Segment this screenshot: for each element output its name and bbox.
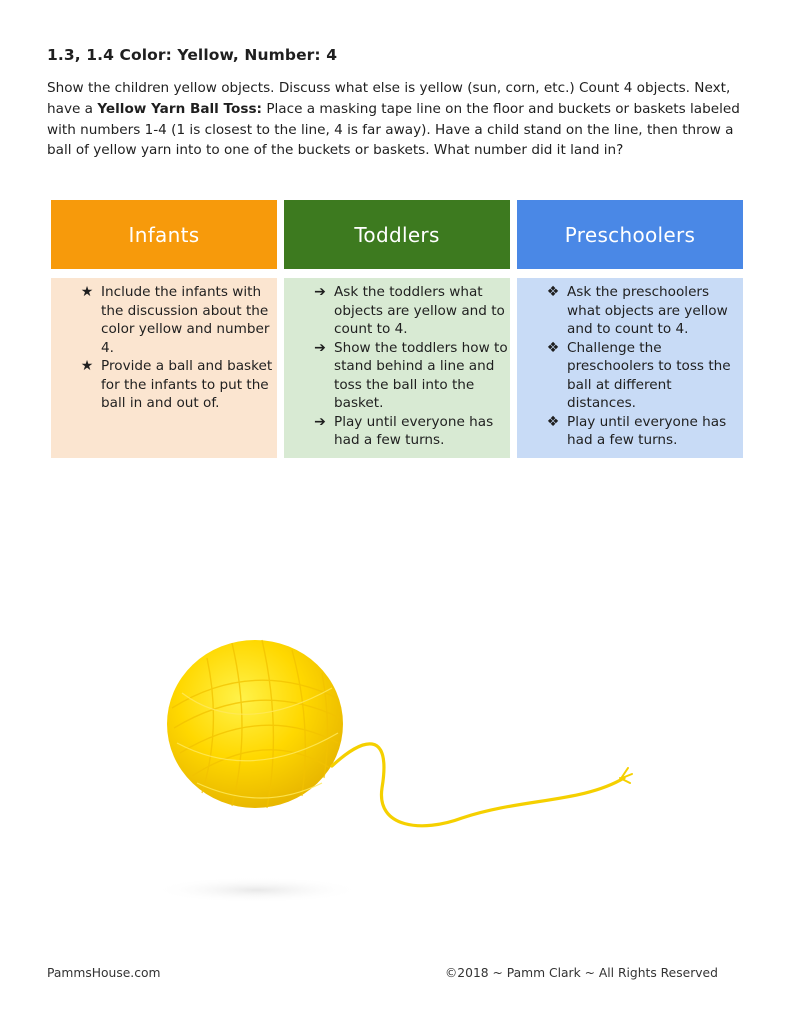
arrow-bullet-icon: ➔ bbox=[314, 339, 326, 356]
diamond-bullet-icon: ❖ bbox=[546, 284, 560, 300]
intro-text-1: Show the children yellow objects. Discuss what else is yellow (sun, corn, etc.) Count 4 objects. Next, have a bbox=[47, 80, 731, 117]
footer-copyright: ©2018 ~ Pamm Clark ~ All Rights Reserved bbox=[445, 966, 718, 980]
diamond-bullet-icon: ❖ bbox=[546, 339, 560, 356]
list-item: ❖ Challenge the preschoolers to toss the ball at different distances. bbox=[517, 339, 743, 413]
list-item: ★ Include the infants with the discussion about the color yellow and number 4. bbox=[51, 283, 277, 357]
diamond-bullet-icon: ❖ bbox=[546, 413, 560, 430]
preschoolers-activities bbox=[517, 278, 743, 458]
activity-name: Yellow Yarn Ball Toss: bbox=[97, 100, 262, 117]
page-title: 1.3, 1.4 Color: Yellow, Number: 4 bbox=[47, 46, 338, 64]
list-item: ❖ Ask the preschoolers what objects are yellow and to count to 4. bbox=[517, 283, 743, 339]
infants-header: Infants bbox=[51, 200, 277, 269]
star-bullet-icon: ★ bbox=[80, 358, 94, 374]
intro-text-2: Place a masking tape line on the floor and buckets or baskets labeled with numbers 1-4 (1 is closest to the line, 4 is far away). Have a child stand on the line, then throw a ball of yellow yarn into to one of the buckets or baskets. What number did it land in? bbox=[47, 100, 740, 159]
toddlers-header: Toddlers bbox=[284, 200, 510, 269]
infants-activities bbox=[51, 278, 277, 458]
arrow-bullet-icon: ➔ bbox=[314, 284, 326, 300]
toddlers-activities bbox=[284, 278, 510, 458]
yarn-ball-image bbox=[162, 618, 662, 903]
activity-description bbox=[47, 78, 752, 161]
list-item: ➔ Play until everyone has had a few turns. bbox=[284, 413, 510, 450]
list-item: ★ Provide a ball and basket for the infants to put the ball in and out of. bbox=[51, 357, 277, 413]
list-item: ❖ Play until everyone has had a few turns. bbox=[517, 413, 743, 450]
list-item: ➔ Show the toddlers how to stand behind a line and toss the ball into the basket. bbox=[284, 339, 510, 413]
star-bullet-icon: ★ bbox=[80, 284, 94, 300]
preschoolers-header: Preschoolers bbox=[517, 200, 743, 269]
list-item: ➔ Ask the toddlers what objects are yellow and to count to 4. bbox=[284, 283, 510, 339]
arrow-bullet-icon: ➔ bbox=[314, 413, 326, 430]
footer-website: PammsHouse.com bbox=[47, 966, 161, 980]
